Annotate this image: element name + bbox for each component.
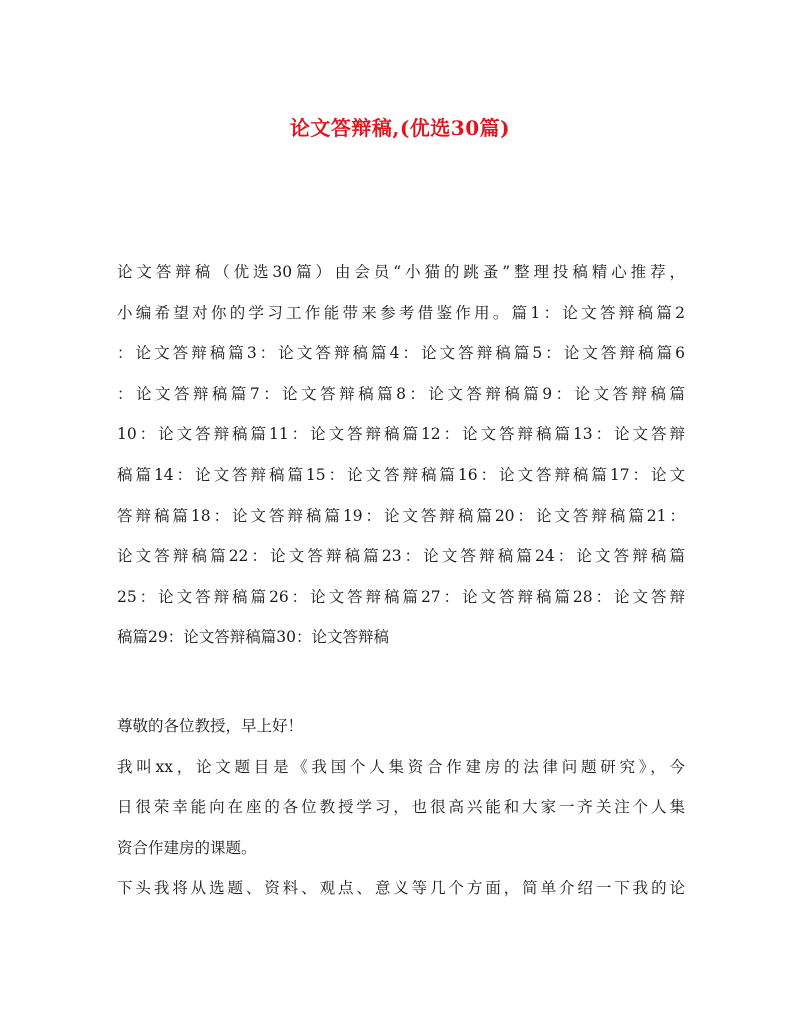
intro-line: 10：论文答辩稿篇11：论文答辩稿篇12：论文答辩稿篇13：论文答辩 [117, 425, 685, 444]
greeting-line: 尊敬的各位教授，早上好！ [117, 717, 304, 735]
intro-line: 小编希望对你的学习工作能带来参考借鉴作用。篇1：论文答辩稿篇2 [117, 303, 685, 322]
intro-line: 稿篇14：论文答辩稿篇15：论文答辩稿篇16：论文答辩稿篇17：论文 [117, 465, 685, 484]
body-line: 下头我将从选题、资料、观点、意义等几个方面，简单介绍一下我的论 [117, 879, 685, 898]
document-title: 论文答辩稿,(优选30篇) [289, 116, 511, 140]
body-line: 我叫xx，论文题目是《我国个人集资合作建房的法律问题研究》，今 [117, 757, 685, 776]
intro-line: 论文答辩稿（优选30篇）由会员“小猫的跳蚤”整理投稿精心推荐， [117, 263, 685, 281]
body-line: 日很荣幸能向在座的各位教授学习，也很高兴能和大家一齐关注个人集 [117, 798, 685, 817]
body-line: 资合作建房的课题。 [117, 838, 257, 857]
intro-line: ：论文答辩稿篇3：论文答辩稿篇4：论文答辩稿篇5：论文答辩稿篇6 [117, 344, 685, 363]
intro-paragraph [117, 252, 685, 658]
intro-line: 论文答辩稿篇22：论文答辩稿篇23：论文答辩稿篇24：论文答辩稿篇 [117, 547, 685, 566]
intro-line: 答辩稿篇18：论文答辩稿篇19：论文答辩稿篇20：论文答辩稿篇21： [117, 506, 685, 525]
intro-line: ：论文答辩稿篇7：论文答辩稿篇8：论文答辩稿篇9：论文答辩稿篇 [117, 384, 685, 403]
intro-line: 稿篇29：论文答辩稿篇30：论文答辩稿 [117, 628, 389, 647]
intro-line: 25：论文答辩稿篇26：论文答辩稿篇27：论文答辩稿篇28：论文答辩 [117, 587, 685, 606]
speech-paragraph [117, 706, 685, 909]
